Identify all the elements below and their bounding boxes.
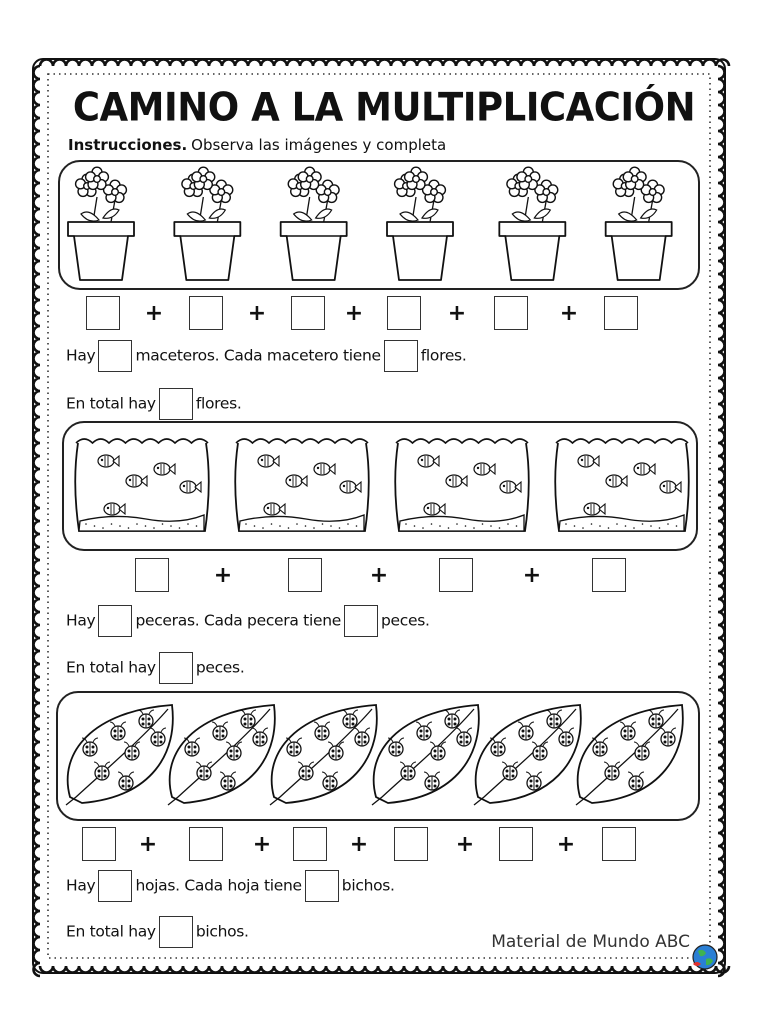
answer-box-addend-2[interactable] xyxy=(189,827,223,861)
plus-sign: + xyxy=(144,301,164,326)
answer-box-total-bugs[interactable] xyxy=(159,916,193,948)
plus-sign: + xyxy=(455,832,475,857)
addition-row-pots xyxy=(0,294,768,334)
flower-pots-illustration xyxy=(60,162,698,288)
plus-sign: + xyxy=(522,563,542,588)
hay-label: Hay xyxy=(66,611,96,630)
total-leaves xyxy=(66,916,249,948)
sentence-end: flores. xyxy=(420,346,467,365)
plus-sign: + xyxy=(559,301,579,326)
answer-box-total-fish[interactable] xyxy=(159,652,193,684)
answer-box-addend-3[interactable] xyxy=(293,827,327,861)
sentence-mid: peceras. Cada pecera tiene xyxy=(135,611,341,630)
answer-box-addend-1[interactable] xyxy=(82,827,116,861)
worksheet-title: CAMINO A LA MULTIPLICACIÓN xyxy=(72,84,696,131)
answer-box-flowers-per-pot[interactable] xyxy=(384,340,418,372)
answer-box-addend-4[interactable] xyxy=(387,296,421,330)
flower-pot xyxy=(606,167,675,280)
answer-box-total-flowers[interactable] xyxy=(159,388,193,420)
answer-box-pot-count[interactable] xyxy=(98,340,132,372)
instructions-label: Instrucciones. xyxy=(68,136,188,154)
answer-box-fish-per-tank[interactable] xyxy=(344,605,378,637)
plus-sign: + xyxy=(349,832,369,857)
leaf xyxy=(270,705,377,805)
plus-sign: + xyxy=(447,301,467,326)
answer-box-addend-6[interactable] xyxy=(604,296,638,330)
addition-row-leaves xyxy=(0,825,768,865)
fish-tank xyxy=(555,439,689,531)
leaves-illustration xyxy=(58,693,698,819)
answer-box-addend-5[interactable] xyxy=(499,827,533,861)
flower-pot xyxy=(499,167,568,280)
instructions-text: Observa las imágenes y completa xyxy=(191,136,447,154)
plus-sign: + xyxy=(252,832,272,857)
instructions xyxy=(68,136,446,154)
flower-pot xyxy=(387,167,456,280)
flower-pot xyxy=(68,167,137,280)
globe-logo-icon xyxy=(690,942,720,972)
leaves-panel xyxy=(56,691,700,821)
plus-sign: + xyxy=(344,301,364,326)
plus-sign: + xyxy=(556,832,576,857)
hay-label: Hay xyxy=(66,346,96,365)
sentence-leaves xyxy=(66,870,395,902)
answer-box-addend-6[interactable] xyxy=(602,827,636,861)
hay-label: Hay xyxy=(66,876,96,895)
leaf xyxy=(66,705,173,805)
sentence-mid: hojas. Cada hoja tiene xyxy=(135,876,302,895)
fish-tank xyxy=(395,439,529,531)
plus-sign: + xyxy=(247,301,267,326)
sentence-end: bichos. xyxy=(341,876,395,895)
fish-tank xyxy=(75,439,209,531)
total-label: En total hay xyxy=(66,658,156,677)
sentence-end: peces. xyxy=(380,611,430,630)
fish-tanks-panel xyxy=(62,421,698,551)
addition-row-tanks xyxy=(0,556,768,596)
answer-box-addend-5[interactable] xyxy=(494,296,528,330)
total-label: En total hay xyxy=(66,922,156,941)
answer-box-tank-count[interactable] xyxy=(98,605,132,637)
answer-box-leaf-count[interactable] xyxy=(98,870,132,902)
total-pots xyxy=(66,388,242,420)
plus-sign: + xyxy=(369,563,389,588)
leaf xyxy=(474,705,581,805)
answer-box-addend-3[interactable] xyxy=(291,296,325,330)
sentence-mid: maceteros. Cada macetero tiene xyxy=(135,346,381,365)
fish-tank xyxy=(235,439,369,531)
total-end: peces. xyxy=(195,658,245,677)
flower-pot xyxy=(281,167,350,280)
answer-box-addend-2[interactable] xyxy=(189,296,223,330)
answer-box-addend-1[interactable] xyxy=(86,296,120,330)
flower-pots-panel xyxy=(58,160,700,290)
plus-sign: + xyxy=(213,563,233,588)
answer-box-bugs-per-leaf[interactable] xyxy=(305,870,339,902)
footer-credit: Material de Mundo ABC xyxy=(491,932,690,952)
total-end: flores. xyxy=(195,394,242,413)
fish-tanks-illustration xyxy=(64,423,696,549)
answer-box-addend-2[interactable] xyxy=(288,558,322,592)
total-end: bichos. xyxy=(195,922,249,941)
leaf xyxy=(372,705,479,805)
leaf xyxy=(168,705,275,805)
plus-sign: + xyxy=(138,832,158,857)
answer-box-addend-4[interactable] xyxy=(394,827,428,861)
answer-box-addend-3[interactable] xyxy=(439,558,473,592)
answer-box-addend-1[interactable] xyxy=(135,558,169,592)
total-tanks xyxy=(66,652,244,684)
answer-box-addend-4[interactable] xyxy=(592,558,626,592)
sentence-tanks xyxy=(66,605,430,637)
total-label: En total hay xyxy=(66,394,156,413)
sentence-pots xyxy=(66,340,466,372)
flower-pot xyxy=(174,167,243,280)
leaf xyxy=(576,705,683,805)
